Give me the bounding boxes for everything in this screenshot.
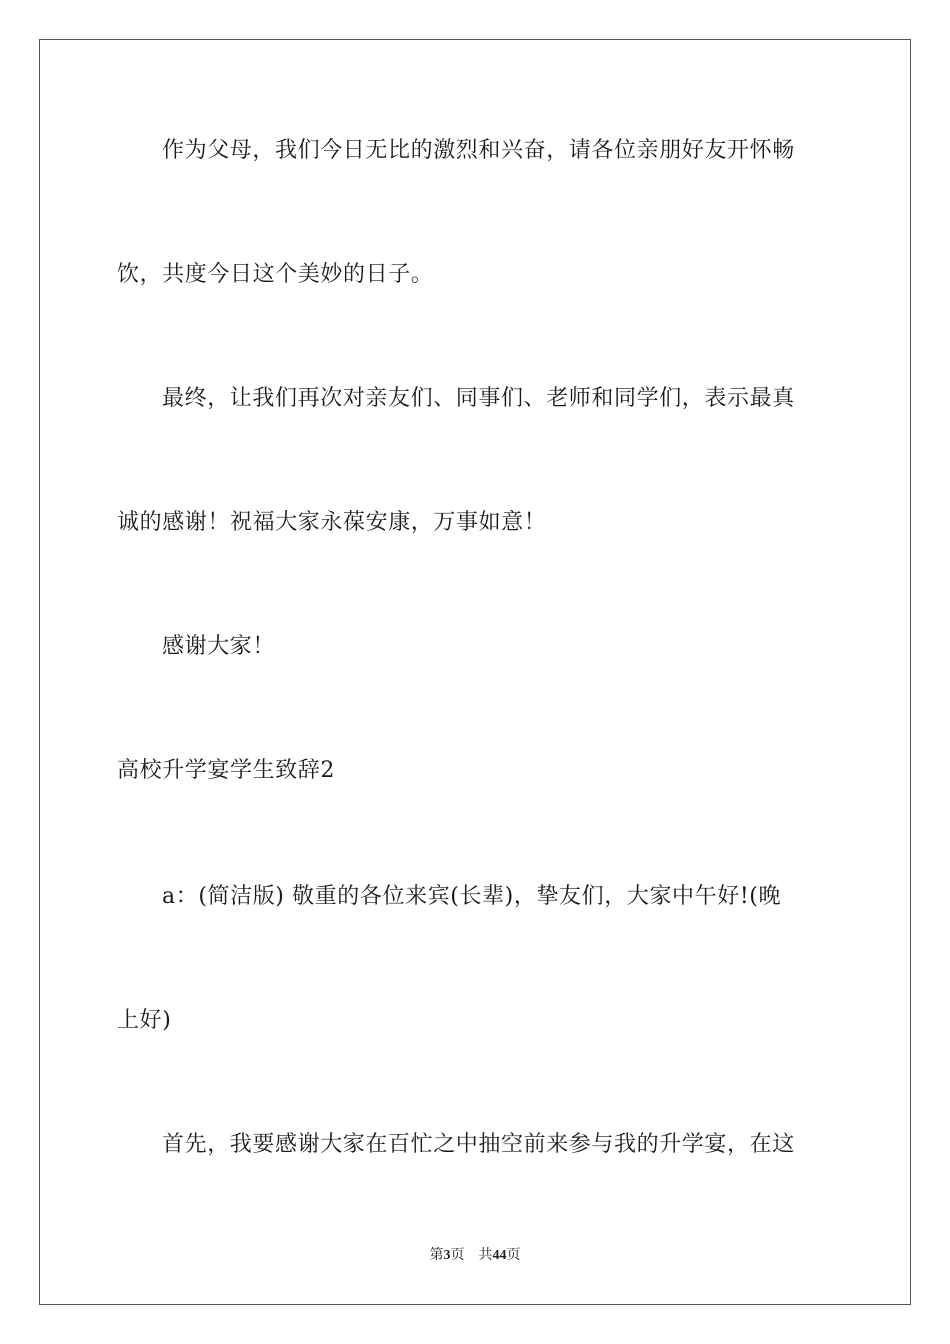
paragraph-line: 最终，让我们再次对亲友们、同事们、老师和同学们，表示最真 <box>162 386 795 411</box>
section-heading: 高校升学宴学生致辞2 <box>117 758 335 783</box>
paragraph-line: 上好) <box>117 1008 172 1033</box>
paragraph-line: 感谢大家！ <box>162 634 276 659</box>
page-number: 3 <box>443 1248 451 1263</box>
total-prefix: 共 <box>478 1248 493 1263</box>
paragraph-line: 诚的感谢！祝福大家永葆安康，万事如意！ <box>117 510 547 535</box>
paragraph-line: 首先，我要感谢大家在百忙之中抽空前来参与我的升学宴，在这 <box>162 1132 795 1157</box>
page-border <box>39 39 911 1305</box>
paragraph-line: 作为父母，我们今日无比的激烈和兴奋，请各位亲朋好友开怀畅 <box>162 138 795 163</box>
page-prefix: 第 <box>429 1248 444 1263</box>
paragraph-line: a：(简洁版) 敬重的各位来宾(长辈)，挚友们，大家中午好!(晚 <box>162 884 782 909</box>
page-suffix: 页 <box>450 1248 465 1263</box>
total-suffix: 页 <box>506 1248 521 1263</box>
total-pages: 44 <box>492 1248 507 1263</box>
paragraph-line: 饮，共度今日这个美妙的日子。 <box>117 262 434 287</box>
page-footer <box>0 1246 950 1266</box>
